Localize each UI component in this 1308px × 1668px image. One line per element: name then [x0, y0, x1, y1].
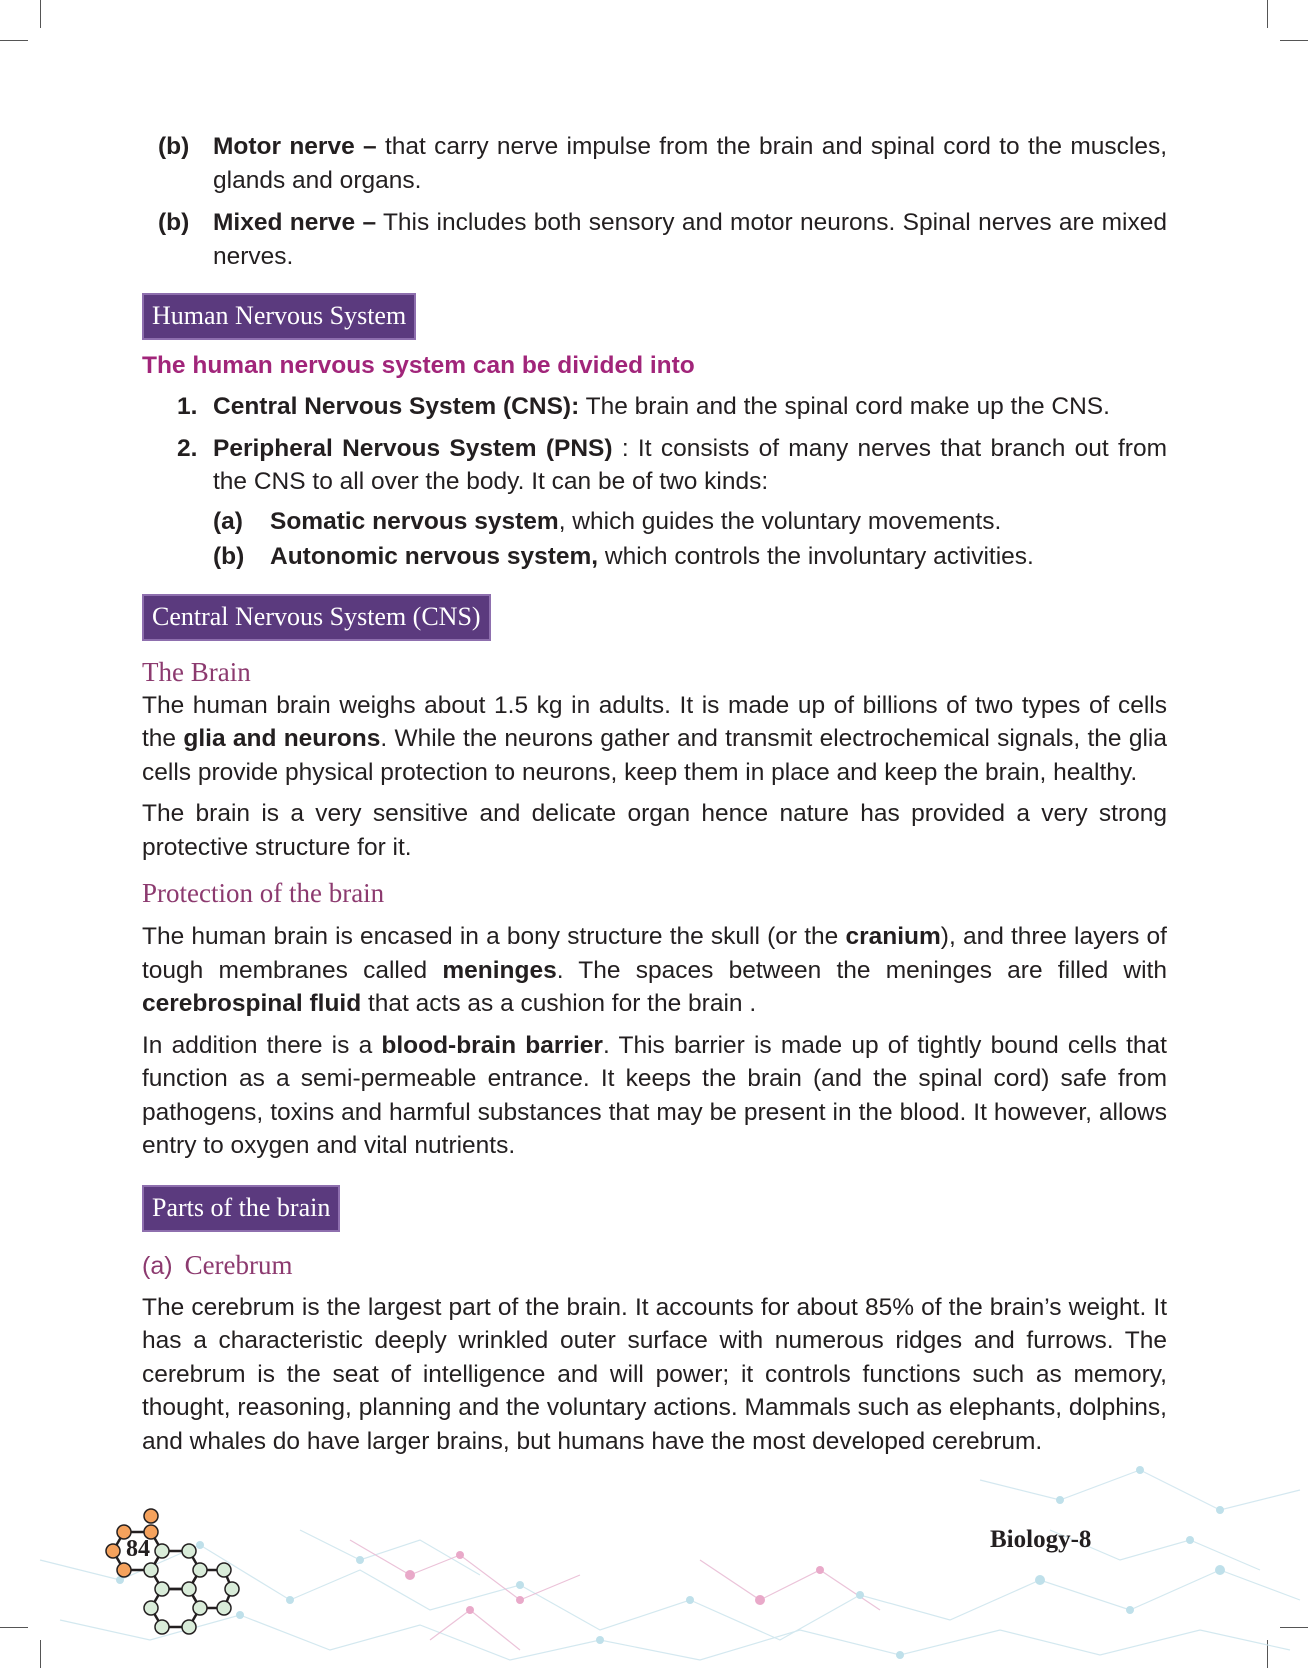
term: Autonomic nervous system, — [270, 543, 599, 570]
section-banner-cns: Central Nervous System (CNS) — [142, 594, 491, 641]
page-number: 84 — [126, 1536, 150, 1562]
definition: This includes both sensory and motor neurons. Spinal nerves are mixed nerves. — [213, 209, 1167, 270]
list-text — [213, 432, 1167, 499]
text-run: ), and three layers of tough membranes called — [142, 923, 1167, 984]
list-number: 1. — [177, 393, 198, 420]
paragraph — [142, 1029, 1167, 1163]
paragraph — [142, 920, 1167, 1021]
subheading-text: Cerebrum — [184, 1249, 293, 1280]
sublist-text — [270, 505, 1167, 539]
text-run: that acts as a cushion for the brain . — [361, 990, 757, 1017]
text-run: The human brain weighs about 1.5 kg in adults. It is made up of billions of two types of cells the — [142, 691, 1167, 752]
list-number: 2. — [177, 434, 198, 462]
section-lead: The human nervous system can be divided into — [142, 352, 695, 379]
paragraph: The cerebrum is the largest part of the brain. It accounts for about 85% of the brain’s weight. It has a characteristic deeply wrinkled outer surface with numerous ridges and furrows. The cerebrum is the seat of intelligence and will power; it controls functions such as memory, thought, reasoning, planning and the voluntary actions. Mammals such as elephants, dolphins, and whales do have larger brains, but humans have the most developed cerebrum. — [142, 1293, 1167, 1455]
section-banner-parts-of-brain: Parts of the brain — [142, 1185, 340, 1232]
list-item — [142, 390, 1167, 424]
term: Peripheral Nervous System (PNS) — [213, 434, 613, 462]
sublist-item — [213, 540, 1167, 574]
item-text — [213, 130, 1167, 197]
term: Mixed nerve – — [213, 209, 377, 236]
term: Somatic nervous system — [270, 507, 559, 535]
subheading-protection-of-the-brain: Protection of the brain — [142, 878, 385, 908]
term: Central Nervous System (CNS): — [213, 393, 580, 420]
subheading-cerebrum — [142, 1248, 1167, 1283]
text-run: . This barrier is made up of tightly bound cells that function as a semi-permeable entrance. It keeps the brain (and the spinal cord) safe from pathogens, toxins and harmful substances that may be present in the blood. It however, allows entry to oxygen and vital nutrients. — [142, 1031, 1167, 1159]
list-item — [142, 432, 1167, 499]
text-run: . The spaces between the meninges are filled with — [556, 956, 1167, 984]
book-title: Biology-8 — [990, 1526, 1092, 1553]
sublist-label: (b) — [213, 543, 245, 570]
bold-term: cerebrospinal fluid — [142, 990, 362, 1017]
subheading-the-brain: The Brain — [142, 656, 251, 687]
sublist-label: (a) — [213, 507, 243, 535]
item-text — [213, 206, 1167, 273]
list-text — [213, 390, 1167, 424]
bold-term: meninges — [442, 956, 557, 984]
item-label: (b) — [158, 209, 190, 236]
section-banner-human-nervous-system: Human Nervous System — [142, 293, 416, 340]
definition: The brain and the spinal cord make up the CNS. — [579, 393, 1110, 420]
nerve-type-item — [142, 130, 1167, 197]
nerve-type-item — [142, 206, 1167, 273]
subheading-label: (a) — [142, 1251, 173, 1280]
bold-term: glia and neurons — [183, 725, 381, 752]
paragraph — [142, 689, 1167, 790]
definition: that carry nerve impulse from the brain and spinal cord to the muscles, glands and organs. — [213, 133, 1167, 194]
bold-term: blood-brain barrier — [381, 1031, 603, 1059]
sublist-text — [270, 540, 1167, 574]
definition: which controls the involuntary activities. — [598, 543, 1034, 570]
text-run: The human brain is encased in a bony structure the skull (or the — [142, 923, 846, 950]
text-run: . While the neurons gather and transmit electrochemical signals, the glia cells provide physical protection to neurons, keep them in place and keep the brain, healthy. — [142, 725, 1167, 786]
definition: , which guides the voluntary movements. — [558, 507, 1002, 535]
text-run: In addition there is a — [142, 1031, 382, 1059]
sublist-item — [213, 505, 1167, 539]
item-label: (b) — [158, 133, 190, 160]
bold-term: cranium — [845, 923, 941, 950]
paragraph: The brain is a very sensitive and delicate organ hence nature has provided a very strong protective structure for it. — [142, 800, 1167, 861]
term: Motor nerve – — [213, 133, 377, 160]
page-content — [142, 130, 1167, 1458]
definition: : It consists of many nerves that branch out from the CNS to all over the body. It can be of two kinds: — [213, 434, 1167, 495]
